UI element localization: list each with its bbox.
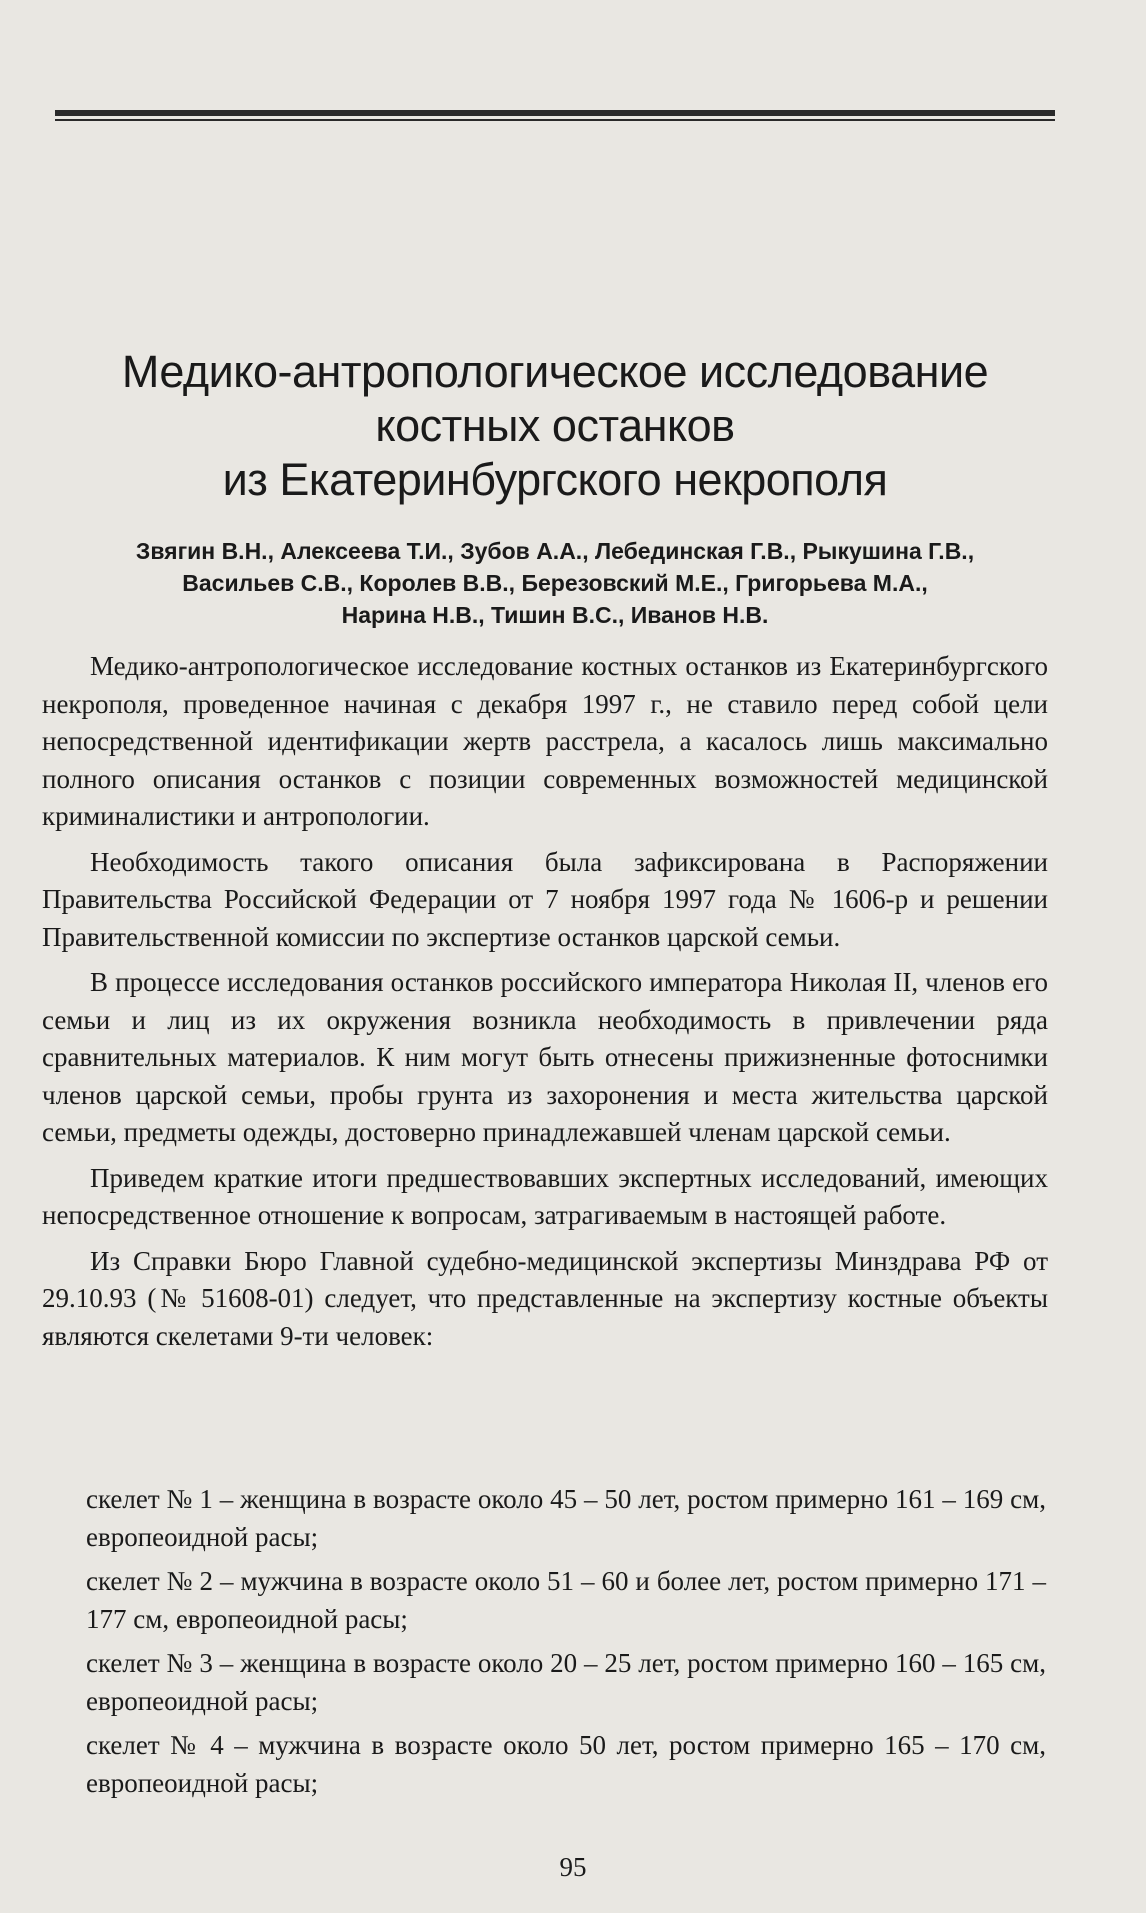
skeleton-item: скелет № 4 – мужчина в возрасте около 50 лет, ростом примерно 165 – 170 см, европеоидной расы; xyxy=(86,1730,1046,1798)
skeleton-item: скелет № 1 – женщина в возрасте около 45 – 50 лет, ростом примерно 161 – 169 см, европеоидной расы; xyxy=(86,1484,1046,1552)
paragraph: Из Справки Бюро Главной судебно-медицинской экспертизы Минздрава РФ от 29.10.93 (№ 51608-01) следует, что представленные на экспертизу костные объекты являются скелетами 9-ти человек: xyxy=(42,1245,1048,1351)
authors-line: Васильев С.В., Королев В.В., Березовский М.Е., Григорьева М.А., xyxy=(182,570,928,596)
skeleton-item: скелет № 3 – женщина в возрасте около 20 – 25 лет, ростом примерно 160 – 165 см, европеоидной расы; xyxy=(86,1648,1046,1716)
body-text xyxy=(42,648,1048,1363)
header-rule-thin xyxy=(55,119,1055,121)
paragraph: В процессе исследования останков российского императора Николая II, членов его семьи и лиц из их окружения возникла необходимость в привлечении ряда сравнительных материалов. К ним могут быть отнесены прижизненные фотоснимки членов царской семьи, пробы грунта из захоронения и места жительства царской семьи, предметы одежды, достоверно принадлежавшей членам царской семьи. xyxy=(42,967,1048,1147)
title-line: Медико-антропологическое исследование xyxy=(121,346,989,397)
paragraph: Приведем краткие итоги предшествовавших экспертных исследований, имеющих непосредственное отношение к вопросам, затрагиваемым в настоящей работе. xyxy=(42,1162,1048,1230)
title-line: костных останков xyxy=(375,400,735,451)
title-line: из Екатеринбургского некрополя xyxy=(222,454,888,505)
authors-line: Нарина Н.В., Тишин В.С., Иванов Н.В. xyxy=(341,602,769,628)
authors-line: Звягин В.Н., Алексеева Т.И., Зубов А.А., Лебединская Г.В., Рыкушина Г.В., xyxy=(135,538,975,564)
skeleton-list xyxy=(86,1481,1046,1809)
paragraph: Необходимость такого описания была зафиксирована в Распоряжении Правительства Российской Федерации от 7 ноября 1997 года № 1606-р и решении Правительственной комиссии по экспертизе останков царской семьи. xyxy=(42,846,1048,952)
authors-block xyxy=(70,535,1040,631)
article-title xyxy=(90,345,1020,507)
paragraph: Медико-антропологическое исследование костных останков из Екатеринбургского некрополя, проведенное начиная с декабря 1997 г., не ставило перед собой цели непосредственной идентификации жертв расстрела, а касалось лишь максимально полного описания останков с позиции современных возможностей медицинской криминалистики и антропологии. xyxy=(42,651,1048,831)
skeleton-item: скелет № 2 – мужчина в возрасте около 51 – 60 и более лет, ростом примерно 171 – 177 см, европеоидной расы; xyxy=(86,1566,1046,1634)
page-number: 95 xyxy=(559,1852,587,1882)
header-rule-thick xyxy=(55,110,1055,116)
